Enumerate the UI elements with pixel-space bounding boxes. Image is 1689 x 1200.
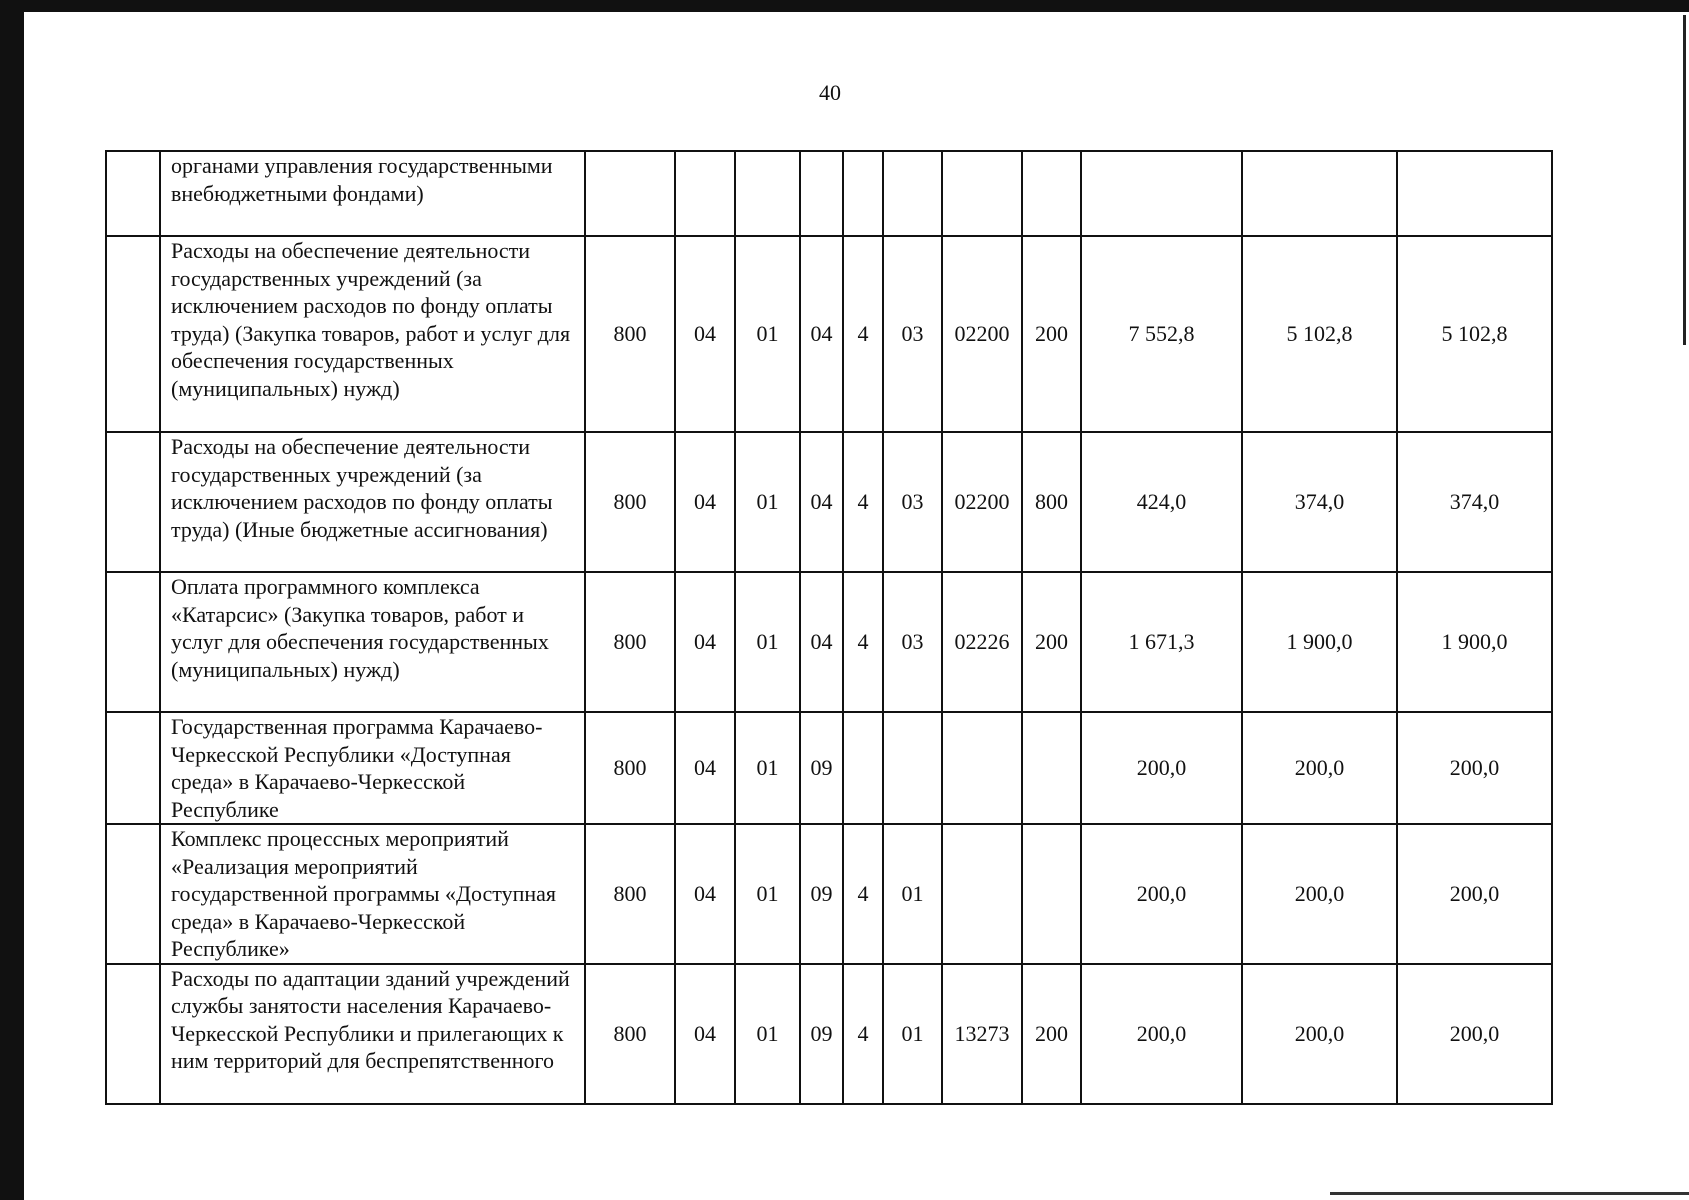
table-row (106, 964, 1552, 1104)
subprogram-type-cell: 4 (843, 236, 883, 432)
index-cell (106, 712, 160, 824)
ministry-code-cell: 800 (585, 572, 675, 712)
expense-type-cell: 200 (1022, 236, 1081, 432)
index-cell (106, 572, 160, 712)
budget-table (105, 150, 1553, 1105)
table-row (106, 824, 1552, 964)
amount-year3-cell: 200,0 (1397, 824, 1552, 964)
index-cell (106, 432, 160, 572)
program-code-cell: 04 (800, 432, 843, 572)
amount-year2-cell: 5 102,8 (1242, 236, 1397, 432)
amount-year3-cell (1397, 151, 1552, 236)
direction-code-cell (942, 151, 1022, 236)
index-cell (106, 236, 160, 432)
amount-year2-cell: 374,0 (1242, 432, 1397, 572)
activity-code-cell: 03 (883, 236, 942, 432)
table-row (106, 432, 1552, 572)
subprogram-type-cell: 4 (843, 824, 883, 964)
ministry-code-cell (585, 151, 675, 236)
description-cell: Государственная программа Карачаево-Черкесской Республики «Доступная среда» в Карачаево-Черкесской Республике (160, 712, 585, 824)
section-code-cell: 04 (675, 236, 735, 432)
subprogram-type-cell (843, 151, 883, 236)
description-cell: Расходы на обеспечение деятельности государственных учреждений (за исключением расходов по фонду оплаты труда) (Закупка товаров, работ и услуг для обеспечения государственных (муниципальных) нужд) (160, 236, 585, 432)
program-code-cell: 09 (800, 712, 843, 824)
index-cell (106, 824, 160, 964)
program-code-cell (800, 151, 843, 236)
activity-code-cell: 03 (883, 432, 942, 572)
direction-code-cell: 02226 (942, 572, 1022, 712)
expense-type-cell: 200 (1022, 964, 1081, 1104)
subsection-code-cell: 01 (735, 432, 800, 572)
section-code-cell: 04 (675, 432, 735, 572)
index-cell (106, 151, 160, 236)
table-row (106, 151, 1552, 236)
program-code-cell: 09 (800, 824, 843, 964)
direction-code-cell (942, 712, 1022, 824)
ministry-code-cell: 800 (585, 432, 675, 572)
table-row (106, 572, 1552, 712)
direction-code-cell: 02200 (942, 432, 1022, 572)
ministry-code-cell: 800 (585, 964, 675, 1104)
amount-year1-cell (1081, 151, 1242, 236)
section-code-cell: 04 (675, 712, 735, 824)
subsection-code-cell: 01 (735, 236, 800, 432)
description-cell: Оплата программного комплекса «Катарсис» (Закупка товаров, работ и услуг для обеспечения государственных (муниципальных) нужд) (160, 572, 585, 712)
subprogram-type-cell: 4 (843, 432, 883, 572)
program-code-cell: 04 (800, 572, 843, 712)
amount-year3-cell: 200,0 (1397, 964, 1552, 1104)
amount-year1-cell: 200,0 (1081, 824, 1242, 964)
expense-type-cell (1022, 824, 1081, 964)
index-cell (106, 964, 160, 1104)
amount-year3-cell: 1 900,0 (1397, 572, 1552, 712)
amount-year3-cell: 200,0 (1397, 712, 1552, 824)
description-cell: Комплекс процессных мероприятий «Реализация мероприятий государственной программы «Доступная среда» в Карачаево-Черкесской Республике» (160, 824, 585, 964)
section-code-cell (675, 151, 735, 236)
section-code-cell: 04 (675, 964, 735, 1104)
activity-code-cell (883, 151, 942, 236)
subprogram-type-cell: 4 (843, 572, 883, 712)
expense-type-cell (1022, 151, 1081, 236)
page-number: 40 (819, 80, 841, 105)
direction-code-cell: 13273 (942, 964, 1022, 1104)
scan-right-edge (1683, 15, 1686, 345)
description-cell: органами управления государственными внебюджетными фондами) (160, 151, 585, 236)
expense-type-cell: 800 (1022, 432, 1081, 572)
table-row (106, 712, 1552, 824)
amount-year2-cell: 200,0 (1242, 824, 1397, 964)
section-code-cell: 04 (675, 824, 735, 964)
ministry-code-cell: 800 (585, 236, 675, 432)
activity-code-cell: 01 (883, 824, 942, 964)
scan-top-border (0, 0, 1689, 12)
subsection-code-cell: 01 (735, 964, 800, 1104)
subsection-code-cell: 01 (735, 572, 800, 712)
amount-year3-cell: 374,0 (1397, 432, 1552, 572)
amount-year2-cell (1242, 151, 1397, 236)
amount-year1-cell: 1 671,3 (1081, 572, 1242, 712)
amount-year1-cell: 7 552,8 (1081, 236, 1242, 432)
activity-code-cell (883, 712, 942, 824)
direction-code-cell (942, 824, 1022, 964)
amount-year1-cell: 200,0 (1081, 712, 1242, 824)
subprogram-type-cell (843, 712, 883, 824)
direction-code-cell: 02200 (942, 236, 1022, 432)
description-cell: Расходы на обеспечение деятельности государственных учреждений (за исключением расходов по фонду оплаты труда) (Иные бюджетные ассигнования) (160, 432, 585, 572)
amount-year2-cell: 200,0 (1242, 712, 1397, 824)
expense-type-cell: 200 (1022, 572, 1081, 712)
amount-year2-cell: 1 900,0 (1242, 572, 1397, 712)
amount-year3-cell: 5 102,8 (1397, 236, 1552, 432)
program-code-cell: 04 (800, 236, 843, 432)
subsection-code-cell: 01 (735, 824, 800, 964)
table-row (106, 236, 1552, 432)
amount-year1-cell: 200,0 (1081, 964, 1242, 1104)
subsection-code-cell: 01 (735, 712, 800, 824)
amount-year2-cell: 200,0 (1242, 964, 1397, 1104)
subprogram-type-cell: 4 (843, 964, 883, 1104)
subsection-code-cell (735, 151, 800, 236)
amount-year1-cell: 424,0 (1081, 432, 1242, 572)
ministry-code-cell: 800 (585, 712, 675, 824)
section-code-cell: 04 (675, 572, 735, 712)
scan-bottom-edge (1330, 1192, 1689, 1195)
description-cell: Расходы по адаптации зданий учреждений службы занятости населения Карачаево-Черкесской Республики и прилегающих к ним территорий для беспрепятственного (160, 964, 585, 1104)
program-code-cell: 09 (800, 964, 843, 1104)
activity-code-cell: 01 (883, 964, 942, 1104)
activity-code-cell: 03 (883, 572, 942, 712)
scan-left-border (0, 0, 24, 1200)
expense-type-cell (1022, 712, 1081, 824)
ministry-code-cell: 800 (585, 824, 675, 964)
